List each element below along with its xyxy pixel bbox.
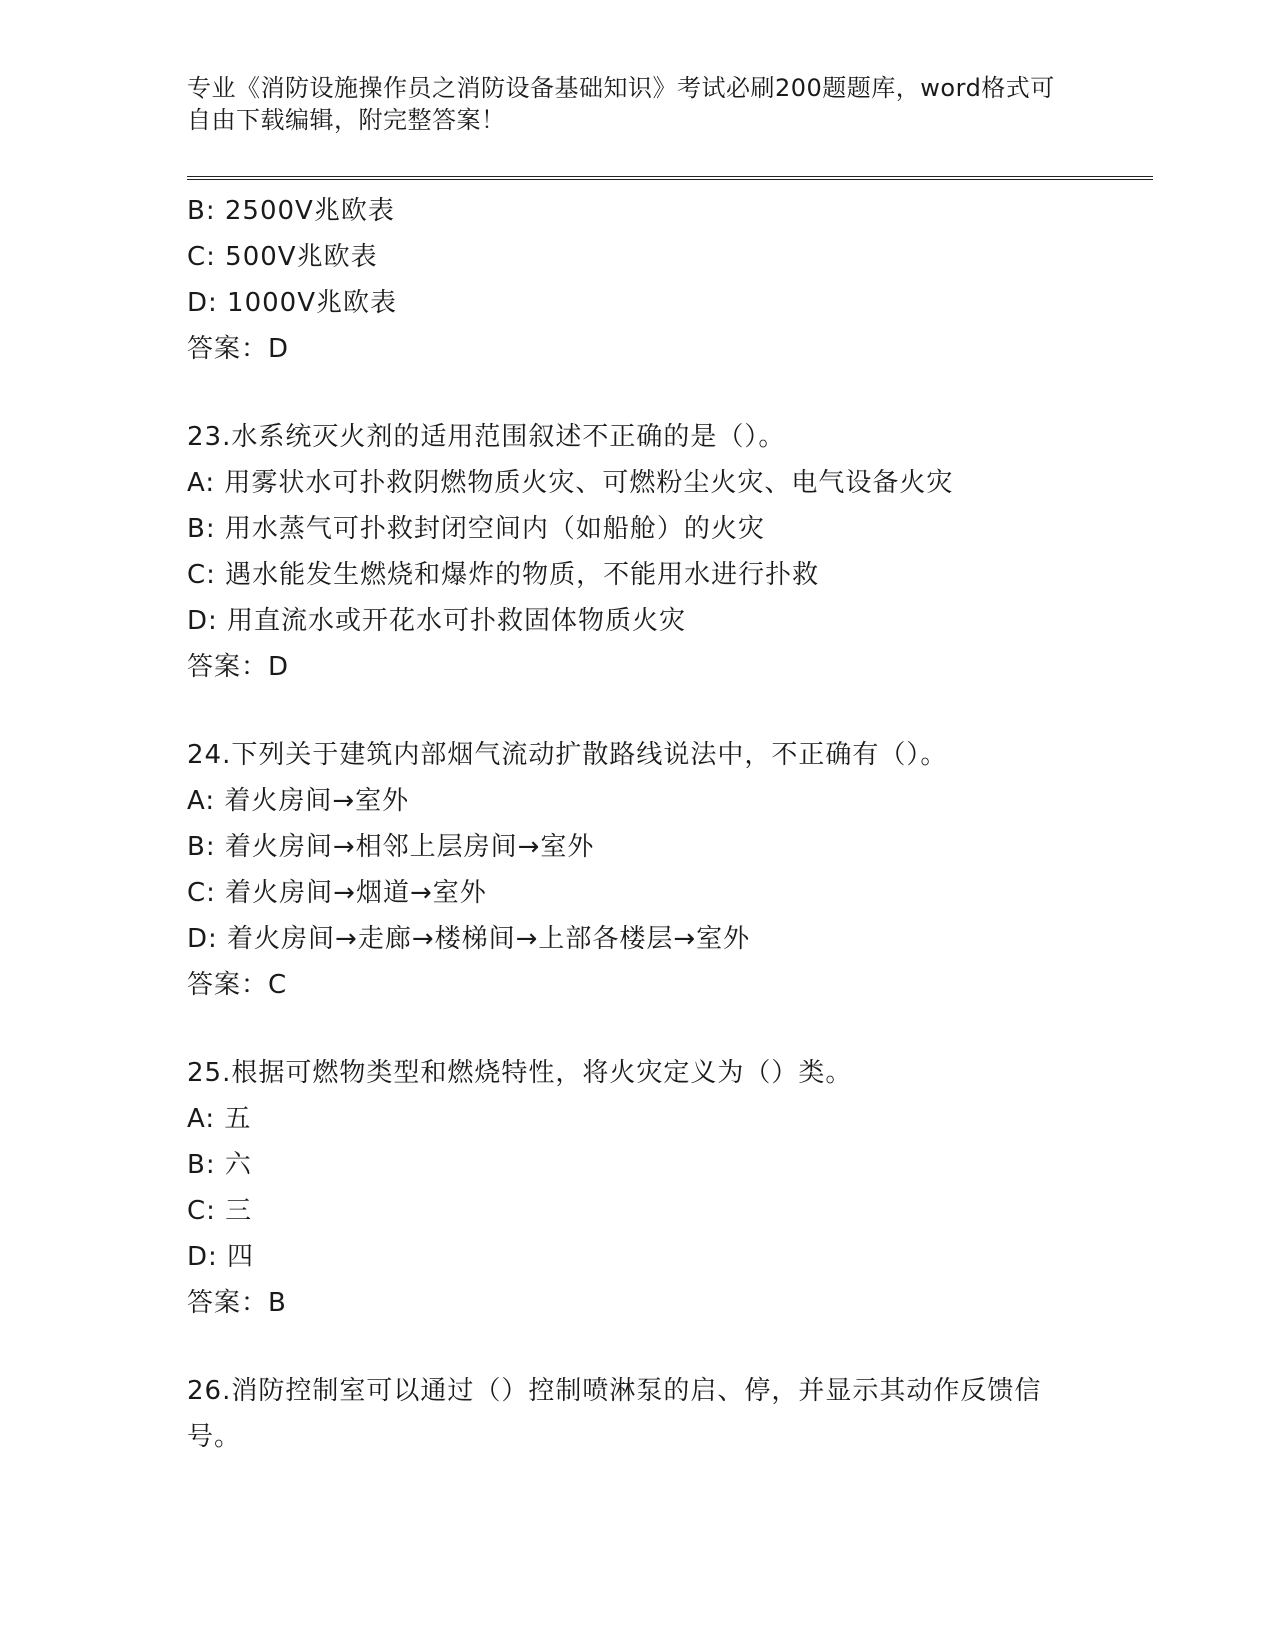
spacer [187, 1008, 1087, 1050]
header-divider [187, 176, 1153, 180]
option-d: D: 用直流水或开花水可扑救固体物质火灾 [187, 606, 687, 636]
document-header [187, 72, 1067, 136]
question-25 [187, 1050, 1087, 1326]
option-c: C: 遇水能发生燃烧和爆炸的物质，不能用水进行扑救 [187, 560, 820, 590]
question-24 [187, 732, 1087, 1008]
option-b: B: 2500V兆欧表 [187, 196, 395, 226]
option-b: B: 用水蒸气可扑救封闭空间内（如船舱）的火灾 [187, 514, 765, 544]
option-b: B: 六 [187, 1150, 252, 1180]
answer: 答案：D [187, 334, 290, 364]
option-d: D: 四 [187, 1242, 255, 1272]
question-stem: 23.水系统灭火剂的适用范围叙述不正确的是（）。 [187, 422, 786, 452]
option-a: A: 用雾状水可扑救阴燃物质火灾、可燃粉尘火灾、电气设备火灾 [187, 468, 954, 498]
option-a: A: 五 [187, 1104, 252, 1134]
answer: 答案：C [187, 970, 288, 1000]
question-stem: 26.消防控制室可以通过（）控制喷淋泵的启、停，并显示其动作反馈信号。 [187, 1376, 1042, 1452]
answer: 答案：D [187, 652, 290, 682]
question-stem: 24.下列关于建筑内部烟气流动扩散路线说法中，不正确有（）。 [187, 740, 948, 770]
option-b: B: 着火房间→相邻上层房间→室外 [187, 832, 595, 862]
question-22 [187, 188, 1087, 372]
spacer [187, 372, 1087, 414]
option-d: D: 着火房间→走廊→楼梯间→上部各楼层→室外 [187, 924, 751, 954]
question-list [187, 188, 1087, 1460]
spacer [187, 1326, 1087, 1368]
question-stem: 25.根据可燃物类型和燃烧特性，将火灾定义为（）类。 [187, 1058, 853, 1088]
option-c: C: 500V兆欧表 [187, 242, 378, 272]
option-a: A: 着火房间→室外 [187, 786, 410, 816]
option-c: C: 着火房间→烟道→室外 [187, 878, 487, 908]
spacer [187, 690, 1087, 732]
option-d: D: 1000V兆欧表 [187, 288, 397, 318]
answer: 答案：B [187, 1288, 287, 1318]
question-23 [187, 414, 1087, 690]
question-26 [187, 1368, 1087, 1460]
header-title: 专业《消防设施操作员之消防设备基础知识》考试必刷200题题库，word格式可自由下载编辑，附完整答案！ [187, 74, 1055, 134]
option-c: C: 三 [187, 1196, 253, 1226]
